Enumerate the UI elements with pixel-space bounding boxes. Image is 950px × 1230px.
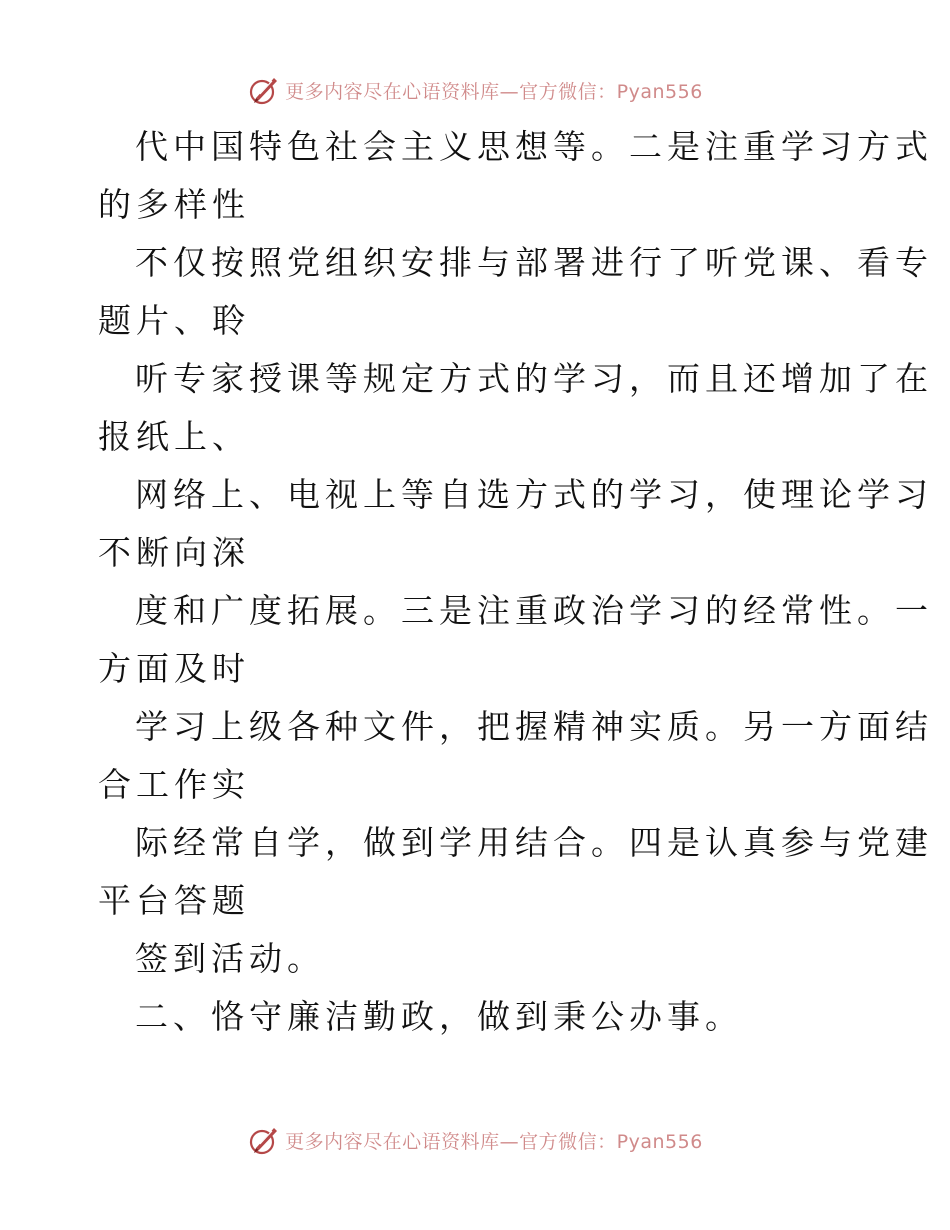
quill-pen-logo-icon: [247, 1123, 281, 1157]
body-line: 的多样性: [98, 185, 250, 224]
body-line: 网络上、电视上等自选方式的学习，使理论学习: [135, 475, 933, 514]
section-heading: 二、恪守廉洁勤政，做到秉公办事。: [135, 997, 743, 1036]
header-banner: [0, 70, 950, 110]
body-line: 报纸上、: [98, 417, 250, 456]
body-line: 题片、聆: [98, 301, 250, 340]
footer-banner: [0, 1120, 950, 1160]
document-body: [98, 118, 933, 1046]
body-line: 学习上级各种文件，把握精神实质。另一方面结: [135, 707, 933, 746]
body-line: 代中国特色社会主义思想等。二是注重学习方式: [135, 127, 933, 166]
body-line: 际经常自学，做到学用结合。四是认真参与党建: [135, 823, 933, 862]
footer-banner-text: 更多内容尽在心语资料库—官方微信：Pyan556: [285, 1130, 703, 1153]
header-banner-text: 更多内容尽在心语资料库—官方微信：Pyan556: [285, 80, 703, 103]
body-line: 度和广度拓展。三是注重政治学习的经常性。一: [135, 591, 933, 630]
body-line: 方面及时: [98, 649, 250, 688]
body-line: 签到活动。: [135, 939, 325, 978]
body-line: 不仅按照党组织安排与部署进行了听党课、看专: [135, 243, 933, 282]
quill-pen-logo-icon: [247, 73, 281, 107]
body-line: 听专家授课等规定方式的学习，而且还增加了在: [135, 359, 933, 398]
body-line: 不断向深: [98, 533, 250, 572]
body-line: 合工作实: [98, 765, 250, 804]
body-line: 平台答题: [98, 881, 250, 920]
